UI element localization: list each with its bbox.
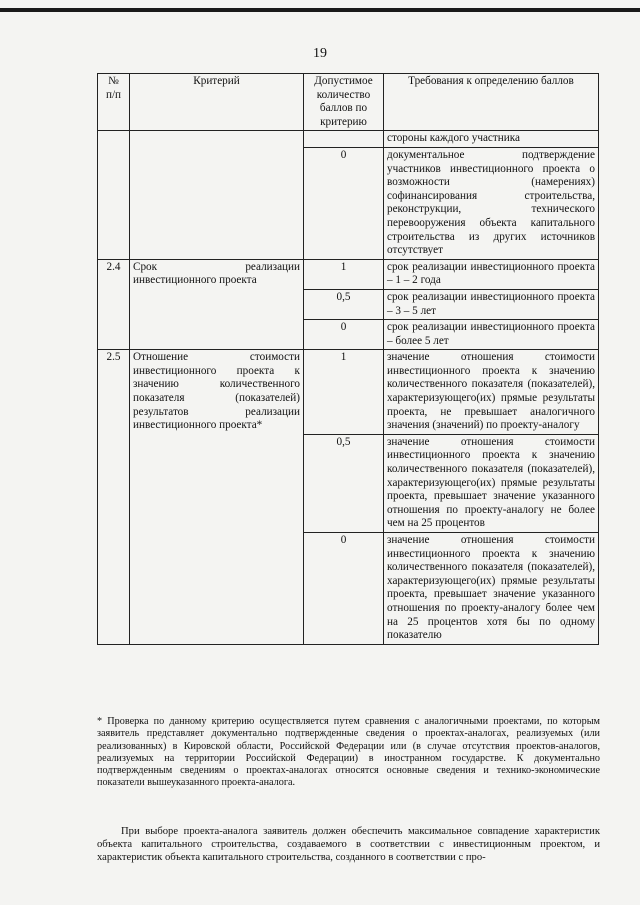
body-text [97,826,600,864]
row-score: 0 [304,147,384,259]
row-requirement: значение отношения стоимости инвестиционного проекта к значению количественного показателя (показателей), характеризующего(их) прямые результаты проекта, превышает значение указанного отношения по проекту-аналогу более чем на 25 процентов хотя бы по одному показателю [384,533,599,645]
header-requirements: Требования к определению баллов [384,74,599,131]
table-header-row [98,74,599,131]
footnote [97,716,600,790]
criteria-table [97,73,599,645]
row-num: 2.4 [98,259,130,350]
row-requirement: значение отношения стоимости инвестиционного проекта к значению количественного показателя (показателей), характеризующего(их) прямые результаты проекта, не превышает аналогичного значения (значений) по проекту-аналогу [384,350,599,435]
row-criterion: Отношение стоимости инвестиционного проекта к значению количественного показателя (показателей) результатов реализации инвестиционного проекта* [130,350,304,644]
row-score: 1 [304,350,384,435]
row-requirement: срок реализации инвестиционного проекта – 1 – 2 года [384,259,599,289]
header-criterion: Критерий [130,74,304,131]
row-num: 2.5 [98,350,130,644]
table-row [98,259,599,289]
row-num [98,131,130,259]
table-row [98,131,599,148]
row-score: 0 [304,320,384,350]
body-paragraph: При выборе проекта-аналога заявитель должен обеспечить максимальное совпадение характеристик объекта капитального строительства, создаваемого в соответствии с инвестиционным проектом, и характеристик объекта капитального строительства, созданного в соответствии с про- [97,826,600,863]
page-number: 19 [313,46,327,61]
row-requirement: стороны каждого участника [384,131,599,148]
row-score: 0,5 [304,289,384,319]
row-score: 0 [304,533,384,645]
header-num: № п/п [98,74,130,131]
row-requirement: значение отношения стоимости инвестиционного проекта к значению количественного показателя (показателей), характеризующего(их) прямые результаты проекта, превышает значение указанного отношения по проекту-аналогу не более чем на 25 процентов [384,434,599,532]
row-criterion: Срок реализации инвестиционного проекта [130,259,304,350]
row-criterion [130,131,304,259]
row-requirement: документальное подтверждение участников инвестиционного проекта о возможности (намерениях) софинансирования строительства, реконструкции, технического перевооружения объекта капитального строительства из других источников отсутствует [384,147,599,259]
table-row [98,350,599,435]
row-score: 0,5 [304,434,384,532]
row-score: 1 [304,259,384,289]
row-score [304,131,384,148]
row-requirement: срок реализации инвестиционного проекта – 3 – 5 лет [384,289,599,319]
footnote-text: * Проверка по данному критерию осуществляется путем сравнения с аналогичными проектами, по которым заявитель представляет документально подтвержденные сведения о проектах-аналогах, реализуемых (или реализованных) в Кировской области, Российской Федерации или (в случае отсутствия проектов-аналогов, реализуемых на территории Российской Федерации) в иностранном государстве. К документально подтвержденным сведениям о проектах-аналогах относятся основные сведения и технико-экономические показатели вышеуказанного проекта-аналога. [97,716,600,789]
top-border-rule [0,8,640,12]
header-score: Допустимое количество баллов по критерию [304,74,384,131]
row-requirement: срок реализации инвестиционного проекта – более 5 лет [384,320,599,350]
